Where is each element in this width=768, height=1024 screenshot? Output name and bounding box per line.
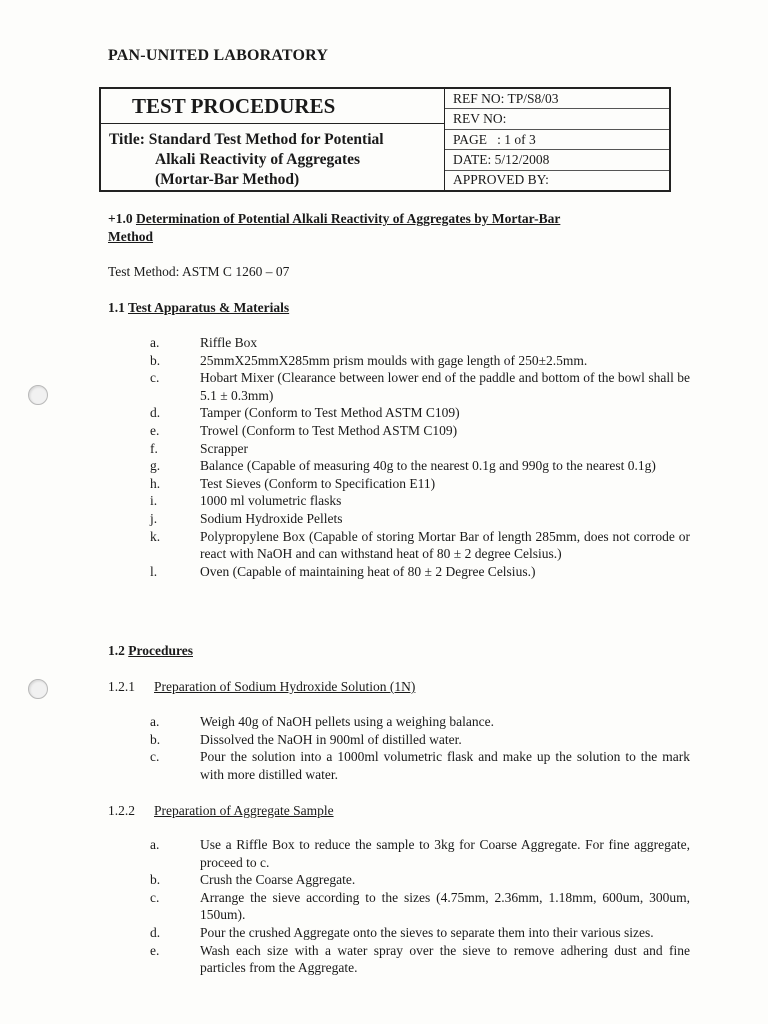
section-1-2-2-number: 1.2.2 [108, 803, 135, 818]
section-1-2-number: 1.2 [108, 643, 125, 658]
list-item: c. Arrange the sieve according to the sizes (4.75mm, 2.36mm, 1.18mm, 600um, 300um, 150um). [150, 889, 690, 923]
section-1-heading [108, 210, 668, 246]
rev-no: REV NO: [445, 109, 669, 129]
list-item: a. Use a Riffle Box to reduce the sample to 3kg for Coarse Aggregate. For fine aggregate, proceed to c. [150, 837, 690, 870]
list-item: b. 25mmX25mmX285mm prism moulds with gage length of 250±2.5mm. [150, 352, 588, 368]
test-method: Test Method: ASTM C 1260 – 07 [108, 264, 290, 279]
list-item: h. Test Sieves (Conform to Specification E11) [150, 475, 436, 491]
list-item: j. Sodium Hydroxide Pellets [150, 510, 343, 526]
list-item: i. 1000 ml volumetric flasks [150, 493, 342, 509]
doc-title [101, 124, 444, 190]
list-item: c. Hobart Mixer (Clearance between lower end of the paddle and bottom of the bowl shall be 5.1 ± 0.3mm) [150, 370, 690, 403]
section-1-2-2-title: Preparation of Aggregate Sample [154, 803, 334, 818]
list-item: a. Weigh 40g of NaOH pellets using a weighing balance. [150, 714, 494, 729]
header-left [101, 89, 445, 190]
list-item: b. Dissolved the NaOH in 900ml of distilled water. [150, 731, 462, 747]
section-1-1-heading [108, 299, 289, 317]
list-item: g. Balance (Capable of measuring 40g to the nearest 0.1g and 990g to the nearest 0.1g) [150, 458, 656, 474]
doc-title-line3: (Mortar-Bar Method) [155, 171, 300, 188]
date: DATE: 5/12/2008 [445, 150, 669, 170]
section-1-number: +1.0 [108, 211, 133, 226]
list-item: l. Oven (Capable of maintaining heat of 80 ± 2 Degree Celsius.) [150, 563, 536, 579]
section-1-2-1-number: 1.2.1 [108, 679, 135, 694]
section-1-2-2-heading [108, 802, 334, 820]
doc-title-line2: Alkali Reactivity of Aggregates [155, 151, 361, 168]
section-1-2-heading [108, 642, 193, 660]
section-1-1-title: Test Apparatus & Materials [128, 300, 290, 315]
section-1-title-line1: Determination of Potential Alkali Reactivity of Aggregates by Mortar-Bar [135, 211, 561, 226]
section-1-2-1-heading [108, 678, 415, 696]
approved-by: APPROVED BY: [453, 172, 549, 188]
section-1-2-title: Procedures [128, 643, 193, 658]
doc-type: TEST PROCEDURES [101, 89, 444, 124]
list-item: d. Tamper (Conform to Test Method ASTM C109) [150, 405, 460, 421]
header-right [445, 89, 669, 190]
list-item: a. Riffle Box [150, 335, 258, 350]
list-item: c. Pour the solution into a 1000ml volumetric flask and make up the solution to the mark with more distilled water. [150, 749, 690, 782]
list-item: e. Trowel (Conform to Test Method ASTM C109) [150, 422, 458, 438]
punch-hole-top [28, 385, 48, 405]
doc-title-line1: Title: Standard Test Method for Potential [109, 131, 384, 148]
list-item: f. Scrapper [150, 440, 248, 456]
list-item: e. Wash each size with a water spray over the sieve to remove adhering dust and fine particles from the Aggregate. [150, 942, 690, 976]
section-1-1-number: 1.1 [108, 300, 125, 315]
ref-no: REF NO: TP/S8/03 [445, 89, 669, 109]
list-item: b. Crush the Coarse Aggregate. [150, 872, 356, 888]
header-table [99, 87, 671, 192]
apparatus-list [150, 334, 690, 580]
list-item: k. Polypropylene Box (Capable of storing Mortar Bar of length 285mm, does not corrode or react with NaOH and can withstand heat of 80 ± 2 degree Celsius.) [150, 528, 690, 562]
lab-name: PAN-UNITED LABORATORY [108, 47, 329, 64]
section-1-title-line2: Method [108, 229, 153, 244]
punch-hole-bottom [28, 679, 48, 699]
page-number: PAGE : 1 of 3 [445, 130, 669, 150]
aggregate-steps-list [150, 836, 690, 977]
naoh-steps-list [150, 713, 690, 783]
list-item: d. Pour the crushed Aggregate onto the sieves to separate them into their various sizes. [150, 924, 654, 940]
section-1-2-1-title: Preparation of Sodium Hydroxide Solution (1N) [154, 679, 416, 694]
